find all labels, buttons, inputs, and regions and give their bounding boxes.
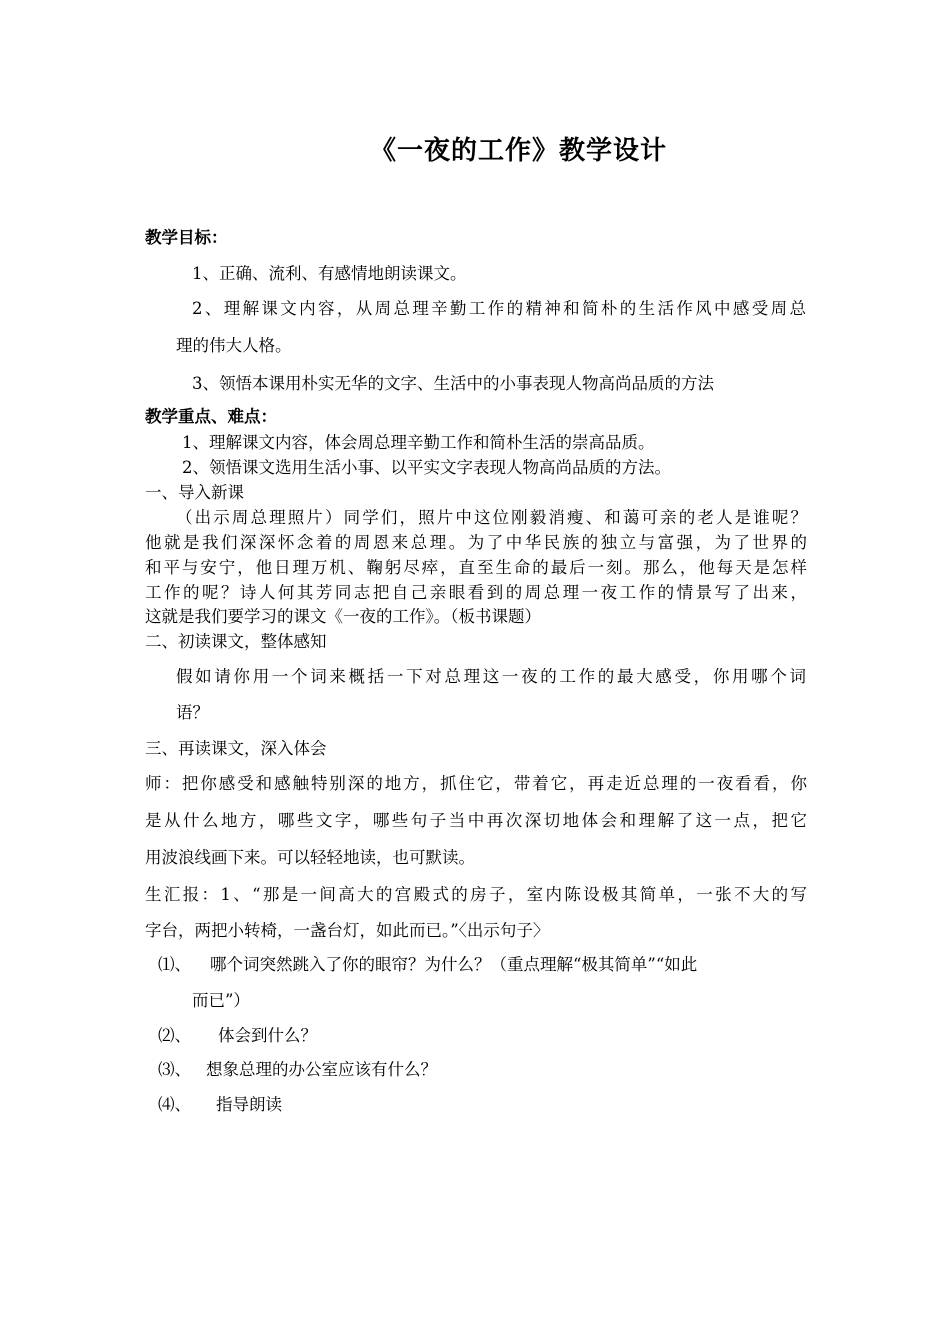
objectives-heading: 教学目标： [145, 228, 228, 247]
objective-item-2: 2、理解课文内容，从周总理辛勤工作的精神和简朴的生活作风中感受周总 [192, 299, 806, 318]
section2-line-1: 假如请你用一个词来概括一下对总理这一夜的工作的最大感受，你用哪个词 [176, 667, 806, 686]
section1-line-3: 和平与安宁，他日理万机、鞠躬尽瘁，直至生命的最后一刻。那么，他每天是怎样 [145, 558, 807, 577]
subitem-2-number: ⑵、 [158, 1026, 191, 1045]
objective-item-2-cont: 理的伟大人格。 [176, 336, 292, 355]
subitem-1-cont: 而已”） [192, 991, 250, 1010]
section3-heading: 三、再读课文，深入体会 [145, 739, 327, 758]
key-point-item-1: 1、理解课文内容，体会周总理辛勤工作和简朴生活的崇高品质。 [182, 433, 655, 452]
key-point-item-2: 2、领悟课文选用生活小事、以平实文字表现人物高尚品质的方法。 [182, 458, 671, 477]
subitem-3-number: ⑶、 [158, 1060, 191, 1079]
section3-line-5: 字台，两把小转椅，一盏台灯，如此而已。”〈出示句子〉 [145, 921, 550, 940]
subitem-4-text: 指导朗读 [216, 1095, 282, 1114]
subitem-2 [158, 1025, 317, 1047]
subitem-1 [158, 954, 697, 976]
section1-line-4: 工作的呢？诗人何其芳同志把自己亲眼看到的周总理一夜工作的情景写了出来， [145, 583, 807, 602]
key-points-heading: 教学重点、难点： [145, 407, 277, 426]
section3-line-3: 用波浪线画下来。可以轻轻地读，也可默读。 [145, 848, 475, 867]
subitem-1-number: ⑴、 [158, 955, 191, 974]
subitem-1-text: 哪个词突然跳入了你的眼帘？为什么？（重点理解“极其简单”“如此 [210, 955, 698, 974]
section2-line-2: 语？ [176, 703, 209, 722]
section1-line-5: 这就是我们要学习的课文《一夜的工作》。（板书课题） [145, 607, 541, 626]
subitem-2-text: 体会到什么？ [218, 1026, 317, 1045]
objective-item-1: 1、正确、流利、有感情地朗读课文。 [192, 264, 467, 283]
section3-line-4: 生汇报：1、“那是一间高大的宫殿式的房子，室内陈设极其简单，一张不大的写 [145, 885, 807, 904]
section3-line-2: 是从什么地方，哪些文字，哪些句子当中再次深切地体会和理解了这一点，把它 [145, 811, 807, 830]
section1-heading: 一、导入新课 [145, 483, 244, 502]
section1-line-2: 他就是我们深深怀念着的周恩来总理。为了中华民族的独立与富强，为了世界的 [145, 533, 807, 552]
objective-item-3: 3、领悟本课用朴实无华的文字、生活中的小事表现人物高尚品质的方法 [192, 374, 714, 393]
section2-heading: 二、初读课文，整体感知 [145, 632, 327, 651]
subitem-4-number: ⑷、 [158, 1095, 191, 1114]
subitem-3-text: 想象总理的办公室应该有什么？ [206, 1060, 437, 1079]
section1-line-1: （出示周总理照片）同学们，照片中这位刚毅消瘦、和蔼可亲的老人是谁呢？ [176, 508, 807, 527]
section3-line-1: 师：把你感受和感触特别深的地方，抓住它，带着它，再走近总理的一夜看看，你 [145, 774, 807, 793]
subitem-3 [158, 1059, 437, 1081]
page-title: 《一夜的工作》教学设计 [370, 136, 668, 166]
subitem-4 [158, 1094, 282, 1116]
